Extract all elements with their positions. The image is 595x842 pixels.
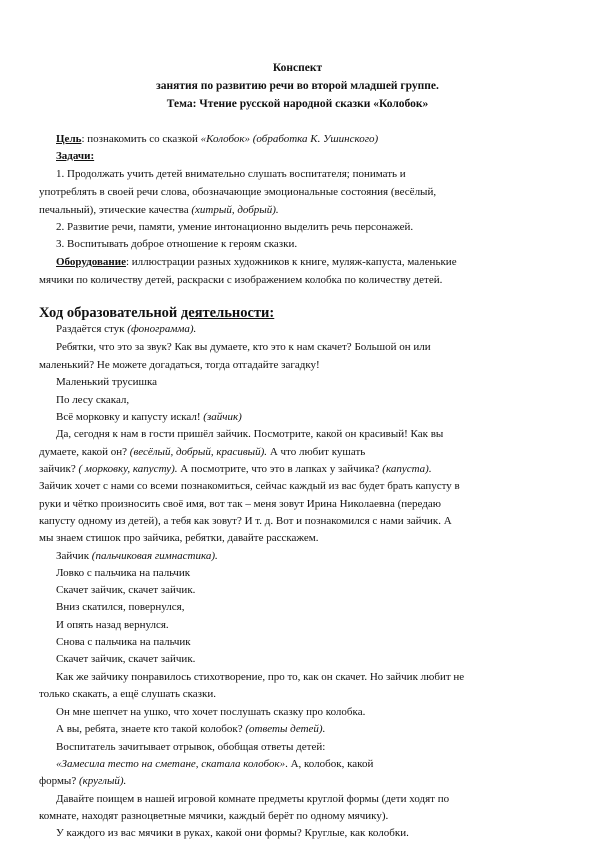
- body-line: маленький? Не можете догадаться, тогда отгадайте загадку!: [39, 359, 320, 371]
- body-line: только скакать, а ещё слушать сказки.: [39, 688, 216, 700]
- equipment-line: Оборудование: иллюстрации разных художников к книге, муляж-капуста, маленькие: [56, 256, 457, 268]
- body-line: Как же зайчику понравилось стихотворение, про то, как он скачет. Но зайчик любит не: [56, 671, 465, 683]
- body-line: формы? (круглый).: [39, 775, 127, 787]
- body-line: Он мне шепчет на ушко, что хочет послушать сказку про колобка.: [56, 706, 366, 718]
- goal-italic: «Колобок» (обработка К. Ушинского): [200, 133, 379, 145]
- body-line: Зайчик хочет с нами со всеми познакомиться, сейчас каждый из вас будет брать капусту в: [39, 480, 460, 492]
- tasks-label: Задачи:: [56, 150, 95, 162]
- doc-heading-konspekt: Конспект: [272, 62, 323, 74]
- doc-heading-subtitle: занятия по развитию речи во второй младшей группе.: [156, 80, 439, 92]
- body-line: Давайте поищем в нашей игровой комнате предметы круглой формы (дети ходят по: [56, 793, 450, 805]
- body-line: И опять назад вернулся.: [56, 619, 169, 631]
- body-line: Зайчик (пальчиковая гимнастика).: [56, 550, 218, 562]
- body-line: «Замесила тесто на сметане, скатала колобок». А, колобок, какой: [56, 758, 374, 770]
- body-line: По лесу скакал,: [56, 394, 130, 406]
- body-line: Воспитатель зачитывает отрывок, обобщая ответы детей:: [56, 741, 326, 753]
- equipment-label: Оборудование: [56, 256, 126, 268]
- body-line: Всё морковку и капусту искал! (зайчик): [56, 411, 242, 423]
- body-line: комнате, находят разноцветные мячики, каждый берёт по одному мячику).: [39, 810, 389, 822]
- task-line: 3. Воспитывать доброе отношение к героям сказки.: [56, 238, 298, 250]
- body-line: Снова с пальчика на пальчик: [56, 636, 191, 648]
- task-line: 2. Развитие речи, памяти, умение интонационно выделить речь персонажей.: [56, 221, 414, 233]
- doc-heading-theme: Тема: Чтение русской народной сказки «Колобок»: [166, 98, 429, 110]
- body-line: мы знаем стишок про зайчика, ребятки, давайте расскажем.: [39, 532, 319, 544]
- body-line: Маленький трусишка: [56, 376, 157, 388]
- body-line: А вы, ребята, знаете кто такой колобок? (ответы детей).: [56, 723, 326, 735]
- section-title: Ход образовательной деятельности:: [39, 305, 275, 321]
- body-line: Ловко с пальчика на пальчик: [56, 567, 191, 579]
- task-line: употреблять в своей речи слова, обозначающие эмоциональные состояния (весёлый,: [39, 186, 437, 198]
- equipment-line-2: мячики по количеству детей, раскраски с изображением колобка по количеству детей.: [39, 274, 443, 286]
- goal-text: : познакомить со сказкой: [81, 133, 201, 145]
- task-line: печальный), этические качества (хитрый, добрый).: [39, 204, 279, 216]
- body-line: Ребятки, что это за звук? Как вы думаете, кто это к нам скачет? Большой он или: [56, 341, 431, 353]
- body-line: У каждого из вас мячики в руках, какой они формы? Круглые, как колобки.: [56, 827, 409, 839]
- body-line: Скачет зайчик, скачет зайчик.: [56, 584, 196, 596]
- body-line: зайчик? ( морковку, капусту). А посмотрите, что это в лапках у зайчика? (капуста).: [39, 463, 432, 475]
- task-line: 1. Продолжать учить детей внимательно слушать воспитателя; понимать и: [56, 168, 406, 180]
- body-line: руки и чётко произносить своё имя, вот так – меня зовут Ирина Николаевна (передаю: [39, 498, 441, 510]
- body-line: Раздаётся стук (фонограмма).: [56, 323, 197, 335]
- body-line: думаете, какой он? (весёлый, добрый, красивый). А что любит кушать: [39, 446, 366, 458]
- body-line: Да, сегодня к нам в гости пришёл зайчик. Посмотрите, какой он красивый! Как вы: [56, 428, 444, 440]
- goal-line: [56, 133, 378, 146]
- body-line: Вниз скатился, повернулся,: [56, 601, 185, 613]
- goal-label: Цель: [56, 133, 82, 145]
- body-line: капусту одному из детей), а тебя как зовут? И т. д. Вот и познакомился с нами зайчик. А: [39, 515, 452, 527]
- body-line: Скачет зайчик, скачет зайчик.: [56, 653, 196, 665]
